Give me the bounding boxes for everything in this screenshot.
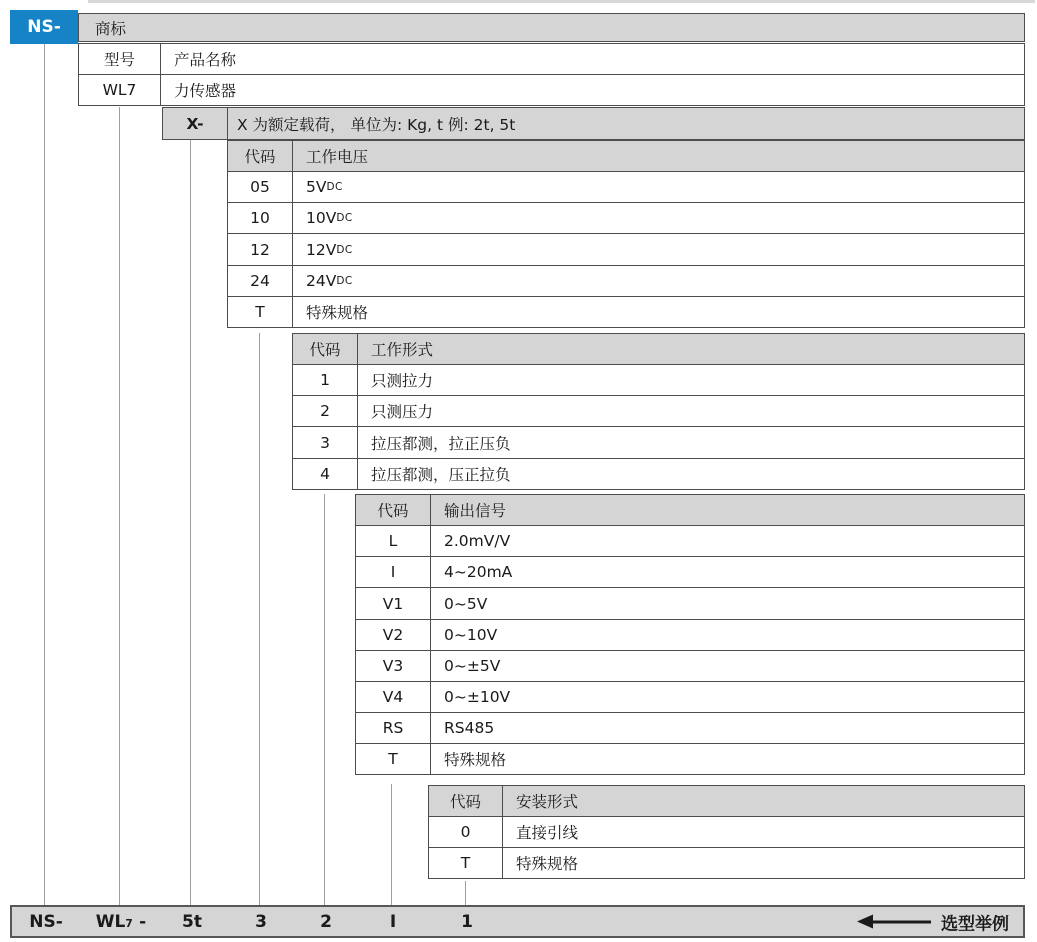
connector-line-mode	[324, 494, 325, 906]
value-text: 10V	[306, 209, 337, 228]
table-row	[355, 525, 1025, 557]
value-header-cell: 产品名称	[174, 51, 237, 70]
load-row	[162, 107, 1025, 140]
code-cell: 24	[228, 266, 293, 296]
code-header-cell: 代码	[356, 495, 431, 525]
code-cell: L	[356, 526, 431, 556]
value-subscript: DC	[326, 181, 343, 194]
value-text: 只测压力	[371, 403, 434, 422]
value-text: 拉压都测，拉正压负	[371, 434, 511, 453]
table-row	[355, 494, 1025, 526]
example-code-5: I	[389, 911, 397, 932]
table-row	[227, 265, 1025, 297]
value-text: 0~10V	[444, 625, 498, 644]
value-text: 只测拉力	[371, 372, 434, 391]
value-cell	[293, 234, 1024, 264]
connector-line-brand	[44, 44, 45, 906]
value-cell	[503, 848, 1024, 878]
value-subscript: DC	[336, 274, 353, 287]
value-subscript: DC	[336, 243, 353, 256]
code-cell: V2	[356, 620, 431, 650]
selection-example-pointer	[857, 909, 1009, 934]
code-cell: V4	[356, 682, 431, 712]
table-row	[292, 395, 1025, 427]
value-cell	[161, 75, 1024, 105]
code-header-cell: 代码	[293, 334, 358, 364]
output-signal-table	[355, 494, 1025, 775]
value-cell	[431, 588, 1024, 618]
table-row	[355, 650, 1025, 682]
table-row	[227, 171, 1025, 203]
value-text: 拉压都测，压正拉负	[371, 465, 511, 484]
value-text: 特殊规格	[444, 751, 507, 770]
arrow-shaft	[873, 920, 931, 923]
connector-line-load	[190, 140, 191, 906]
code-cell: V1	[356, 588, 431, 618]
code-header-cell: 型号	[79, 44, 161, 74]
code-header-cell: 代码	[429, 786, 503, 816]
table-row	[78, 74, 1025, 106]
brand-label: 商标	[95, 19, 127, 38]
value-text: 特殊规格	[306, 303, 369, 322]
value-text: 12V	[306, 240, 337, 259]
load-code: X-	[163, 108, 228, 139]
value-text: 2.0mV/V	[444, 532, 511, 551]
example-code-0: NS-	[29, 911, 63, 932]
code-cell: 2	[293, 396, 358, 426]
connector-line-model	[119, 107, 120, 906]
value-cell	[431, 744, 1024, 774]
table-row	[428, 816, 1025, 848]
value-text: 直接引线	[516, 824, 579, 843]
load-row-inner	[162, 107, 1025, 140]
code-header-cell: 代码	[228, 141, 293, 171]
value-header-cell: 工作电压	[306, 148, 369, 167]
table-row	[428, 785, 1025, 817]
connector-line-voltage	[259, 333, 260, 906]
code-cell: 0	[429, 817, 503, 847]
value-text: 0~5V	[444, 594, 488, 613]
value-cell	[431, 620, 1024, 650]
value-text: RS485	[444, 719, 495, 738]
value-cell	[293, 203, 1024, 233]
table-row	[292, 426, 1025, 458]
brand-code: NS-	[27, 17, 61, 37]
model-table	[78, 43, 1025, 106]
load-desc: X 为额定载荷， 单位为: Kg, t 例: 2t, 5t	[237, 115, 516, 134]
code-cell: 10	[228, 203, 293, 233]
table-row	[227, 202, 1025, 234]
table-row	[355, 619, 1025, 651]
table-row	[227, 296, 1025, 328]
value-text: 5V	[306, 178, 327, 197]
value-subscript: DC	[336, 212, 353, 225]
value-cell	[293, 172, 1024, 202]
brand-label-bar	[78, 13, 1025, 42]
value-text: 0~±10V	[444, 688, 511, 707]
arrow-left-icon	[857, 915, 873, 929]
table-row	[428, 847, 1025, 879]
example-code-4: 2	[320, 911, 332, 932]
value-cell	[431, 526, 1024, 556]
value-cell	[358, 365, 1024, 395]
value-text: 24V	[306, 271, 337, 290]
code-cell: WL7	[79, 75, 161, 105]
selection-example-bar	[10, 905, 1025, 938]
working-mode-table	[292, 333, 1025, 490]
example-code-3: 3	[255, 911, 267, 932]
value-header-cell: 工作形式	[371, 341, 434, 360]
example-code-1: WL7 -	[95, 911, 147, 932]
code-cell: 05	[228, 172, 293, 202]
brand-code-box	[10, 10, 78, 44]
page-edge-strip	[88, 0, 1035, 3]
value-text: 力传感器	[174, 82, 237, 101]
table-row	[355, 681, 1025, 713]
value-text: 4~20mA	[444, 563, 513, 582]
table-row	[292, 333, 1025, 365]
value-cell	[431, 557, 1024, 587]
value-header-cell: 输出信号	[444, 502, 507, 521]
table-row	[292, 458, 1025, 490]
value-cell	[431, 713, 1024, 743]
value-text: 0~±5V	[444, 656, 501, 675]
table-row	[227, 140, 1025, 172]
table-row	[355, 556, 1025, 588]
code-cell: T	[228, 297, 293, 327]
mounting-table	[428, 785, 1025, 879]
table-row	[355, 712, 1025, 744]
code-cell: 3	[293, 427, 358, 457]
code-cell: RS	[356, 713, 431, 743]
code-cell: 12	[228, 234, 293, 264]
example-code-2: 5t	[182, 911, 202, 932]
selection-example-label: 选型举例	[941, 914, 1009, 934]
table-row	[355, 587, 1025, 619]
table-row	[292, 364, 1025, 396]
code-cell: 4	[293, 459, 358, 489]
connector-line-signal	[391, 784, 392, 906]
value-cell	[293, 297, 1024, 327]
code-cell: T	[429, 848, 503, 878]
value-cell	[358, 459, 1024, 489]
value-header-cell: 安装形式	[516, 793, 579, 812]
code-cell: V3	[356, 651, 431, 681]
code-cell: 1	[293, 365, 358, 395]
value-cell	[293, 266, 1024, 296]
code-cell: I	[356, 557, 431, 587]
value-cell	[431, 651, 1024, 681]
table-row	[227, 233, 1025, 265]
connector-line-mount	[465, 881, 466, 906]
value-text: 特殊规格	[516, 855, 579, 874]
value-cell	[358, 427, 1024, 457]
value-cell	[503, 817, 1024, 847]
voltage-table	[227, 140, 1025, 328]
code-cell: T	[356, 744, 431, 774]
example-code-6: 1	[461, 911, 473, 932]
value-cell	[358, 396, 1024, 426]
table-row	[78, 43, 1025, 75]
table-row	[355, 743, 1025, 775]
value-cell	[431, 682, 1024, 712]
